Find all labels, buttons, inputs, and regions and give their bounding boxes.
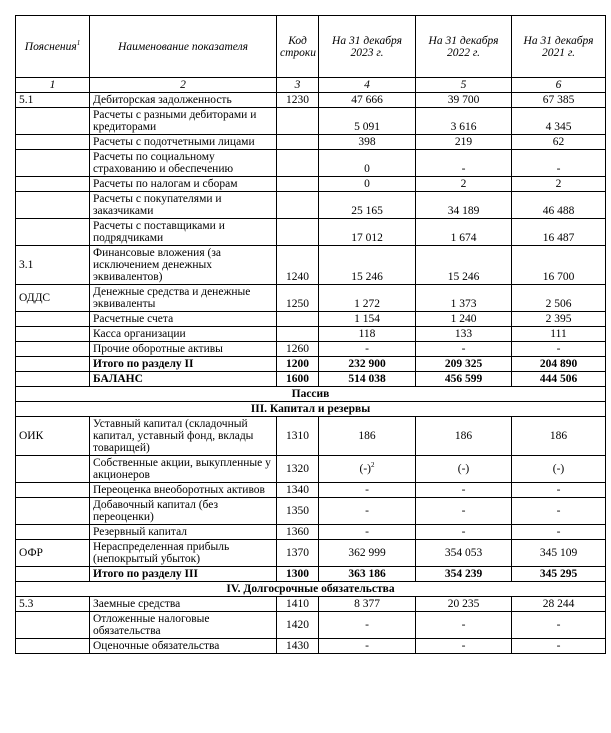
table-row xyxy=(16,285,606,312)
row-code: 1430 xyxy=(277,639,319,654)
row-note xyxy=(16,135,90,150)
table-row xyxy=(16,357,606,372)
row-name: БАЛАНС xyxy=(90,372,277,387)
table-row xyxy=(16,567,606,582)
row-code: 1360 xyxy=(277,525,319,540)
value-2021: 2 506 xyxy=(512,285,606,312)
row-note xyxy=(16,372,90,387)
section-title: IV. Долгосрочные обязательства xyxy=(16,582,606,597)
value-2021: 111 xyxy=(512,327,606,342)
row-code xyxy=(277,150,319,177)
header-code: Код строки xyxy=(277,16,319,78)
row-name: Денежные средства и денежные эквиваленты xyxy=(90,285,277,312)
value-2023: 1 272 xyxy=(319,285,416,312)
value-2023: 232 900 xyxy=(319,357,416,372)
value-2022: - xyxy=(416,150,512,177)
value-2023: 118 xyxy=(319,327,416,342)
row-code: 1200 xyxy=(277,357,319,372)
header-name: Наименование показателя xyxy=(90,16,277,78)
value-2022: 2 xyxy=(416,177,512,192)
value-2021: 345 295 xyxy=(512,567,606,582)
row-name: Добавочный капитал (без переоценки) xyxy=(90,498,277,525)
row-code: 1420 xyxy=(277,612,319,639)
row-note xyxy=(16,525,90,540)
row-code xyxy=(277,312,319,327)
section-title-row xyxy=(16,582,606,597)
value-2022: - xyxy=(416,639,512,654)
row-note xyxy=(16,219,90,246)
column-number: 5 xyxy=(416,78,512,93)
value-text: (-) xyxy=(359,463,371,475)
value-2021: 2 xyxy=(512,177,606,192)
column-number: 3 xyxy=(277,78,319,93)
table-row xyxy=(16,93,606,108)
row-note: 5.1 xyxy=(16,93,90,108)
row-name: Расчеты с разными дебиторами и кредиторами xyxy=(90,108,277,135)
value-2023: 363 186 xyxy=(319,567,416,582)
table-row xyxy=(16,312,606,327)
row-name: Дебиторская задолженность xyxy=(90,93,277,108)
row-name: Итого по разделу III xyxy=(90,567,277,582)
value-2021: 62 xyxy=(512,135,606,150)
row-code: 1250 xyxy=(277,285,319,312)
row-note xyxy=(16,327,90,342)
section-title-row xyxy=(16,402,606,417)
row-name: Расчеты по налогам и сборам xyxy=(90,177,277,192)
value-2022: 1 674 xyxy=(416,219,512,246)
row-note: ОДДС xyxy=(16,285,90,312)
header-row xyxy=(16,16,606,78)
row-code xyxy=(277,177,319,192)
value-2023: 0 xyxy=(319,150,416,177)
value-2021: - xyxy=(512,639,606,654)
row-note: ОФР xyxy=(16,540,90,567)
row-name: Расчетные счета xyxy=(90,312,277,327)
table-row xyxy=(16,525,606,540)
header-2021: На 31 декабря 2021 г. xyxy=(512,16,606,78)
footnote-mark: 2 xyxy=(371,461,375,470)
header-2022: На 31 декабря 2022 г. xyxy=(416,16,512,78)
column-number-row xyxy=(16,78,606,93)
row-note xyxy=(16,639,90,654)
row-code: 1340 xyxy=(277,483,319,498)
row-name: Нераспределенная прибыль (непокрытый убыток) xyxy=(90,540,277,567)
row-note xyxy=(16,342,90,357)
section-title-row xyxy=(16,387,606,402)
table-row xyxy=(16,597,606,612)
row-code: 1260 xyxy=(277,342,319,357)
table-row xyxy=(16,108,606,135)
value-2021: - xyxy=(512,498,606,525)
table-row xyxy=(16,150,606,177)
row-note xyxy=(16,483,90,498)
table-row xyxy=(16,219,606,246)
value-2023: 514 038 xyxy=(319,372,416,387)
row-code: 1300 xyxy=(277,567,319,582)
table-row xyxy=(16,327,606,342)
table-row xyxy=(16,483,606,498)
value-2022: (-) xyxy=(416,456,512,483)
table-body xyxy=(16,93,606,654)
value-2021: - xyxy=(512,150,606,177)
value-2022: 209 325 xyxy=(416,357,512,372)
row-name: Оценочные обязательства xyxy=(90,639,277,654)
value-2021: - xyxy=(512,612,606,639)
table-row xyxy=(16,498,606,525)
row-code xyxy=(277,192,319,219)
column-number: 4 xyxy=(319,78,416,93)
table-row xyxy=(16,639,606,654)
value-2023: 398 xyxy=(319,135,416,150)
row-note xyxy=(16,498,90,525)
value-2021: - xyxy=(512,483,606,498)
table-row xyxy=(16,417,606,456)
row-name: Уставный капитал (складочный капитал, уставный фонд, вклады товарищей) xyxy=(90,417,277,456)
value-2023 xyxy=(319,456,416,483)
table-row xyxy=(16,342,606,357)
row-code: 1230 xyxy=(277,93,319,108)
value-2021: 186 xyxy=(512,417,606,456)
section-title: Пассив xyxy=(16,387,606,402)
value-2023: 362 999 xyxy=(319,540,416,567)
row-code xyxy=(277,327,319,342)
row-note: ОИК xyxy=(16,417,90,456)
row-note xyxy=(16,192,90,219)
column-number: 1 xyxy=(16,78,90,93)
table-row xyxy=(16,192,606,219)
table-row xyxy=(16,456,606,483)
value-2022: 34 189 xyxy=(416,192,512,219)
value-2022: 354 239 xyxy=(416,567,512,582)
value-2022: 15 246 xyxy=(416,246,512,285)
value-2023: 0 xyxy=(319,177,416,192)
row-name: Прочие оборотные активы xyxy=(90,342,277,357)
value-2021: 46 488 xyxy=(512,192,606,219)
value-2022: - xyxy=(416,342,512,357)
row-code: 1350 xyxy=(277,498,319,525)
value-2022: 219 xyxy=(416,135,512,150)
value-2023: 25 165 xyxy=(319,192,416,219)
row-note xyxy=(16,357,90,372)
row-name: Расчеты по социальному страхованию и обеспечению xyxy=(90,150,277,177)
row-code xyxy=(277,219,319,246)
row-name: Отложенные налоговые обязательства xyxy=(90,612,277,639)
row-note xyxy=(16,108,90,135)
row-name: Расчеты с подотчетными лицами xyxy=(90,135,277,150)
value-2023: 1 154 xyxy=(319,312,416,327)
value-2021: (-) xyxy=(512,456,606,483)
row-note xyxy=(16,150,90,177)
table-row xyxy=(16,612,606,639)
value-2022: 20 235 xyxy=(416,597,512,612)
row-name: Заемные средства xyxy=(90,597,277,612)
balance-sheet-table xyxy=(15,15,606,654)
section-title: III. Капитал и резервы xyxy=(16,402,606,417)
value-2021: 4 345 xyxy=(512,108,606,135)
column-number: 2 xyxy=(90,78,277,93)
value-2021: 28 244 xyxy=(512,597,606,612)
value-2023: - xyxy=(319,612,416,639)
value-2021: 444 506 xyxy=(512,372,606,387)
value-2021: 16 700 xyxy=(512,246,606,285)
value-2023: 17 012 xyxy=(319,219,416,246)
value-2023: 5 091 xyxy=(319,108,416,135)
row-note xyxy=(16,312,90,327)
row-note xyxy=(16,567,90,582)
row-name: Касса организации xyxy=(90,327,277,342)
table-row xyxy=(16,372,606,387)
row-name: Собственные акции, выкупленные у акционеров xyxy=(90,456,277,483)
table-row xyxy=(16,135,606,150)
value-2023: - xyxy=(319,483,416,498)
value-2021: - xyxy=(512,525,606,540)
value-2022: 456 599 xyxy=(416,372,512,387)
value-2023: - xyxy=(319,525,416,540)
row-name: Переоценка внеоборотных активов xyxy=(90,483,277,498)
header-2023: На 31 декабря 2023 г. xyxy=(319,16,416,78)
row-code: 1240 xyxy=(277,246,319,285)
table-row xyxy=(16,246,606,285)
value-2022: - xyxy=(416,612,512,639)
value-2023: 15 246 xyxy=(319,246,416,285)
value-2023: - xyxy=(319,639,416,654)
value-2023: - xyxy=(319,498,416,525)
value-2021: 67 385 xyxy=(512,93,606,108)
value-2022: - xyxy=(416,525,512,540)
value-2021: 16 487 xyxy=(512,219,606,246)
value-2022: 3 616 xyxy=(416,108,512,135)
row-code: 1320 xyxy=(277,456,319,483)
value-2022: 1 373 xyxy=(416,285,512,312)
row-code: 1370 xyxy=(277,540,319,567)
value-2023: - xyxy=(319,342,416,357)
value-2021: 345 109 xyxy=(512,540,606,567)
value-2021: - xyxy=(512,342,606,357)
value-2022: 39 700 xyxy=(416,93,512,108)
row-code xyxy=(277,108,319,135)
value-2022: - xyxy=(416,498,512,525)
value-2022: 186 xyxy=(416,417,512,456)
row-code: 1310 xyxy=(277,417,319,456)
row-code xyxy=(277,135,319,150)
value-2022: 133 xyxy=(416,327,512,342)
value-2023: 8 377 xyxy=(319,597,416,612)
value-2022: - xyxy=(416,483,512,498)
row-note: 5.3 xyxy=(16,597,90,612)
value-2021: 204 890 xyxy=(512,357,606,372)
value-2022: 1 240 xyxy=(416,312,512,327)
row-note xyxy=(16,612,90,639)
row-code: 1410 xyxy=(277,597,319,612)
row-note: 3.1 xyxy=(16,246,90,285)
row-name: Расчеты с поставщиками и подрядчиками xyxy=(90,219,277,246)
row-name: Финансовые вложения (за исключением денежных эквивалентов) xyxy=(90,246,277,285)
row-name: Резервный капитал xyxy=(90,525,277,540)
table-row xyxy=(16,540,606,567)
row-name: Расчеты с покупателями и заказчиками xyxy=(90,192,277,219)
table-row xyxy=(16,177,606,192)
row-name: Итого по разделу II xyxy=(90,357,277,372)
value-2023: 47 666 xyxy=(319,93,416,108)
row-note xyxy=(16,456,90,483)
header-notes: Пояснения$^1$ xyxy=(16,16,90,78)
value-2022: 354 053 xyxy=(416,540,512,567)
row-note xyxy=(16,177,90,192)
value-2023: 186 xyxy=(319,417,416,456)
column-number: 6 xyxy=(512,78,606,93)
row-code: 1600 xyxy=(277,372,319,387)
value-2021: 2 395 xyxy=(512,312,606,327)
